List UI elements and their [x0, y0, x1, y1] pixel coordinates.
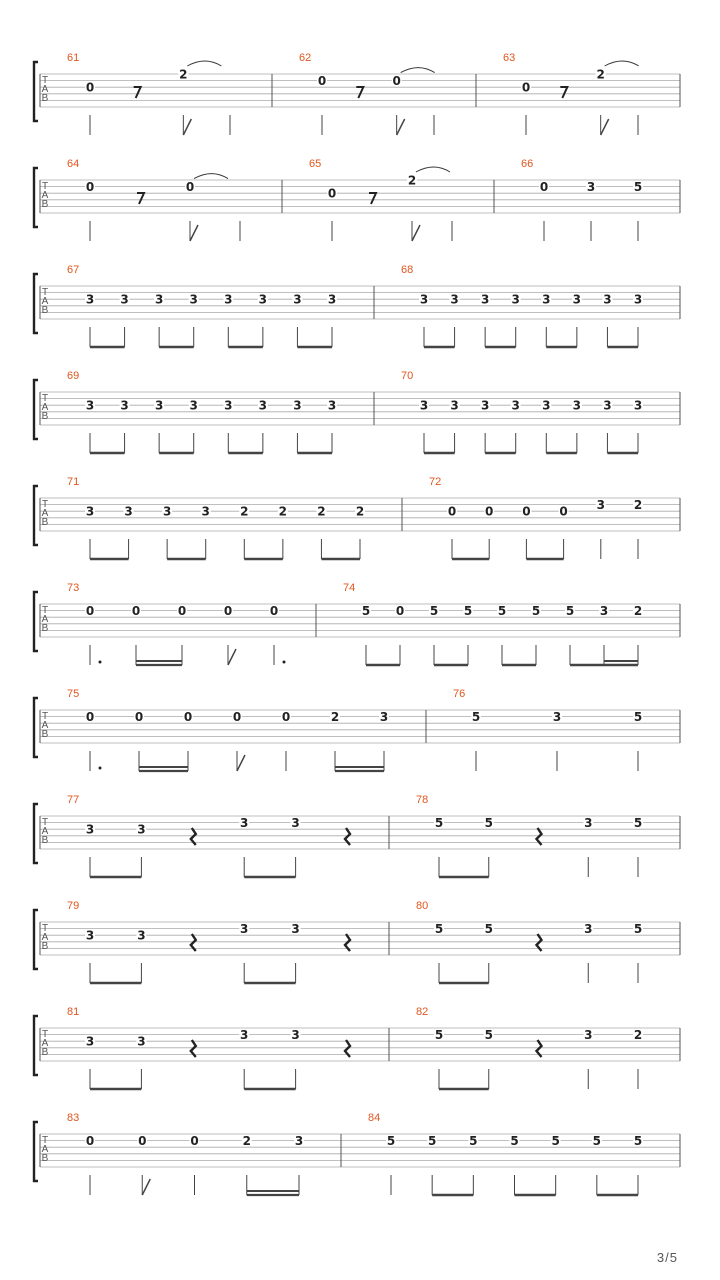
fret-number: 3	[240, 816, 249, 831]
eighth-flag	[190, 225, 198, 241]
system-bracket	[34, 486, 38, 545]
dot	[99, 767, 102, 770]
fret-number: 3	[584, 816, 593, 831]
fret-number: 0	[522, 504, 531, 519]
tab-clef-letter: T	[41, 181, 49, 192]
fret-number: 0	[485, 504, 494, 519]
fret-number: 3	[511, 292, 520, 307]
fret-number: 3	[293, 292, 302, 307]
fret-number: 3	[327, 292, 337, 307]
measure-number: 79	[67, 900, 80, 912]
fret-number: 3	[137, 1034, 146, 1049]
fret-number: 3	[293, 398, 302, 413]
tab-clef-letter: T	[41, 817, 49, 828]
system-bracket	[34, 910, 38, 969]
tab-clef-letter: A	[41, 296, 49, 307]
fret-number: 2	[240, 504, 249, 519]
tab-clef-letter: A	[41, 84, 49, 95]
tab-clef-letter: B	[41, 729, 49, 740]
tab-clef-letter: A	[41, 932, 49, 943]
fret-number: 5	[510, 1134, 519, 1149]
tab-clef-letter: T	[41, 1029, 49, 1040]
fret-number: 3	[294, 1134, 304, 1149]
fret-number: 3	[154, 398, 164, 413]
eighth-flag	[601, 119, 609, 135]
measure-number: 65	[309, 158, 322, 170]
fret-number: 2	[278, 504, 288, 519]
fret-number: 0	[134, 710, 144, 725]
tie-arc	[401, 68, 435, 73]
page-number: 3/5	[656, 1250, 678, 1265]
system-bracket	[34, 592, 38, 651]
measure-number: 72	[429, 476, 442, 488]
system-bracket	[34, 804, 38, 863]
fret-number: 3	[85, 398, 95, 413]
fret-number: 3	[599, 604, 609, 619]
measure-number: 61	[67, 52, 80, 64]
fret-number: 5	[386, 1134, 396, 1149]
fret-number: 3	[201, 504, 210, 519]
fret-number: 3	[327, 398, 337, 413]
measure-number: 71	[67, 476, 80, 488]
tab-clef-letter: B	[41, 835, 49, 846]
fret-number: 3	[511, 398, 520, 413]
measure-number: 83	[67, 1112, 80, 1124]
measure-number: 74	[343, 582, 356, 594]
fret-number: 5	[429, 604, 439, 619]
eighth-rest	[137, 193, 144, 204]
fret-number: 5	[633, 1134, 643, 1149]
fret-number: 2	[633, 1028, 643, 1043]
fret-number: 5	[484, 816, 493, 831]
fret-number: 3	[552, 710, 562, 725]
fret-number: 0	[138, 1134, 147, 1149]
tab-clef-letter: T	[41, 499, 49, 510]
measure-number: 69	[67, 370, 80, 382]
fret-number: 3	[162, 504, 172, 519]
fret-number: 3	[240, 922, 249, 937]
eighth-flag	[142, 1179, 150, 1195]
fret-number: 3	[603, 398, 612, 413]
tab-clef-letter: B	[41, 305, 49, 316]
fret-number: 3	[189, 398, 198, 413]
fret-number: 3	[419, 292, 429, 307]
fret-number: 0	[447, 504, 457, 519]
fret-number: 3	[240, 1028, 249, 1043]
fret-number: 3	[603, 292, 612, 307]
eighth-flag	[183, 119, 191, 135]
fret-number: 3	[572, 398, 582, 413]
tie-arc	[187, 61, 221, 66]
fret-number: 3	[291, 816, 300, 831]
measure-number: 80	[416, 900, 429, 912]
fret-number: 2	[179, 67, 188, 82]
fret-number: 3	[480, 398, 490, 413]
tab-clef-letter: T	[41, 923, 49, 934]
fret-number: 0	[392, 74, 401, 89]
fret-number: 5	[434, 1028, 444, 1043]
eighth-flag	[397, 119, 405, 135]
measure-number: 68	[401, 264, 414, 276]
fret-number: 3	[542, 292, 551, 307]
fret-number: 5	[471, 710, 481, 725]
tab-clef-letter: A	[41, 614, 49, 625]
tab-clef-letter: T	[41, 393, 49, 404]
tab-clef-letter: T	[41, 287, 49, 298]
tab-clef-letter: T	[41, 605, 49, 616]
fret-number: 5	[592, 1134, 602, 1149]
tab-clef-letter: B	[41, 93, 49, 104]
tab-clef-letter: A	[41, 720, 49, 731]
fret-number: 3	[224, 398, 233, 413]
fret-number: 3	[85, 928, 95, 943]
fret-number: 3	[291, 922, 300, 937]
system-bracket	[34, 62, 38, 121]
tab-clef-letter: T	[41, 1135, 49, 1146]
fret-number: 3	[189, 292, 198, 307]
tab-clef-letter: B	[41, 1047, 49, 1058]
fret-number: 3	[85, 292, 95, 307]
fret-number: 0	[327, 186, 337, 201]
measure-number: 75	[67, 688, 80, 700]
fret-number: 3	[633, 398, 643, 413]
fret-number: 3	[572, 292, 582, 307]
fret-number: 2	[633, 604, 643, 619]
fret-number: 3	[85, 1034, 95, 1049]
fret-number: 5	[633, 180, 643, 195]
fret-number: 2	[242, 1134, 251, 1149]
fret-number: 3	[379, 710, 389, 725]
measure-number: 62	[299, 52, 312, 64]
fret-number: 0	[223, 604, 233, 619]
tab-clef-letter: A	[41, 508, 49, 519]
measure-number: 73	[67, 582, 80, 594]
tab-clef-letter: A	[41, 826, 49, 837]
tab-clef-letter: T	[41, 711, 49, 722]
system-bracket	[34, 168, 38, 227]
fret-number: 2	[633, 498, 643, 513]
fret-number: 5	[565, 604, 575, 619]
fret-number: 5	[633, 816, 643, 831]
tab-clef-letter: A	[41, 1144, 49, 1155]
system-bracket	[34, 1122, 38, 1181]
tab-clef-letter: B	[41, 411, 49, 422]
fret-number: 2	[355, 504, 365, 519]
fret-number: 5	[427, 1134, 437, 1149]
fret-number: 0	[395, 604, 405, 619]
fret-number: 5	[434, 816, 444, 831]
fret-number: 3	[120, 398, 129, 413]
fret-number: 5	[484, 1028, 493, 1043]
fret-number: 0	[269, 604, 279, 619]
fret-number: 3	[85, 504, 95, 519]
tie-arc	[605, 61, 639, 66]
fret-number: 3	[450, 292, 459, 307]
fret-number: 3	[291, 1028, 300, 1043]
fret-number: 0	[85, 180, 95, 195]
fret-number: 0	[177, 604, 187, 619]
tab-clef-letter: A	[41, 1038, 49, 1049]
fret-number: 0	[317, 74, 327, 89]
measure-number: 64	[67, 158, 80, 170]
fret-number: 3	[124, 504, 133, 519]
measure-number: 66	[521, 158, 534, 170]
tab-clef-letter: B	[41, 941, 49, 952]
tab-clef-letter: B	[41, 199, 49, 210]
fret-number: 0	[281, 710, 291, 725]
fret-number: 2	[596, 67, 605, 82]
fret-number: 5	[633, 922, 643, 937]
eighth-rest	[356, 87, 363, 98]
fret-number: 0	[232, 710, 242, 725]
fret-number: 0	[539, 180, 549, 195]
fret-number: 0	[85, 80, 95, 95]
system-bracket	[34, 380, 38, 439]
fret-number: 0	[85, 604, 95, 619]
measure-number: 77	[67, 794, 80, 806]
fret-number: 3	[633, 292, 643, 307]
fret-number: 3	[584, 922, 593, 937]
fret-number: 0	[521, 80, 531, 95]
fret-number: 3	[224, 292, 233, 307]
tab-clef-letter: B	[41, 517, 49, 528]
eighth-rest	[134, 87, 141, 98]
fret-number: 3	[419, 398, 429, 413]
fret-number: 3	[258, 398, 268, 413]
fret-number: 5	[497, 604, 507, 619]
fret-number: 3	[137, 928, 146, 943]
measure-number: 82	[416, 1006, 429, 1018]
fret-number: 3	[584, 1028, 593, 1043]
eighth-rest	[560, 87, 567, 98]
fret-number: 5	[633, 710, 643, 725]
fret-number: 3	[542, 398, 551, 413]
tab-clef-letter: B	[41, 623, 49, 634]
fret-number: 5	[551, 1134, 560, 1149]
system-bracket	[34, 1016, 38, 1075]
fret-number: 0	[190, 1134, 199, 1149]
fret-number: 0	[183, 710, 193, 725]
eighth-flag	[412, 225, 420, 241]
dot	[283, 661, 286, 664]
fret-number: 3	[85, 822, 95, 837]
fret-number: 5	[469, 1134, 478, 1149]
measure-number: 78	[416, 794, 429, 806]
measure-number: 81	[67, 1006, 80, 1018]
fret-number: 3	[137, 822, 146, 837]
measure-number: 63	[503, 52, 516, 64]
fret-number: 5	[531, 604, 541, 619]
fret-number: 2	[330, 710, 340, 725]
fret-number: 3	[120, 292, 129, 307]
system-bracket	[34, 274, 38, 333]
dot	[99, 661, 102, 664]
fret-number: 5	[463, 604, 473, 619]
fret-number: 0	[131, 604, 141, 619]
fret-number: 3	[596, 498, 605, 513]
fret-number: 0	[85, 1134, 95, 1149]
system-bracket	[34, 698, 38, 757]
measure-number: 70	[401, 370, 414, 382]
fret-number: 0	[85, 710, 95, 725]
eighth-flag	[228, 649, 236, 665]
fret-number: 3	[586, 180, 596, 195]
fret-number: 3	[480, 292, 490, 307]
tab-clef-letter: A	[41, 190, 49, 201]
fret-number: 3	[258, 292, 268, 307]
fret-number: 3	[450, 398, 459, 413]
measure-number: 84	[368, 1112, 381, 1124]
measure-number: 76	[453, 688, 466, 700]
tie-arc	[194, 174, 228, 179]
eighth-rest	[369, 193, 376, 204]
measure-number: 67	[67, 264, 80, 276]
fret-number: 3	[154, 292, 164, 307]
fret-number: 0	[185, 180, 195, 195]
tie-arc	[416, 167, 450, 172]
fret-number: 5	[361, 604, 371, 619]
eighth-flag	[237, 755, 245, 771]
fret-number: 2	[407, 173, 417, 188]
tab-clef-letter: T	[41, 75, 49, 86]
fret-number: 5	[434, 922, 444, 937]
fret-number: 0	[559, 504, 568, 519]
tab-clef-letter: B	[41, 1153, 49, 1164]
tab-clef-letter: A	[41, 402, 49, 413]
fret-number: 5	[484, 922, 493, 937]
fret-number: 2	[317, 504, 326, 519]
